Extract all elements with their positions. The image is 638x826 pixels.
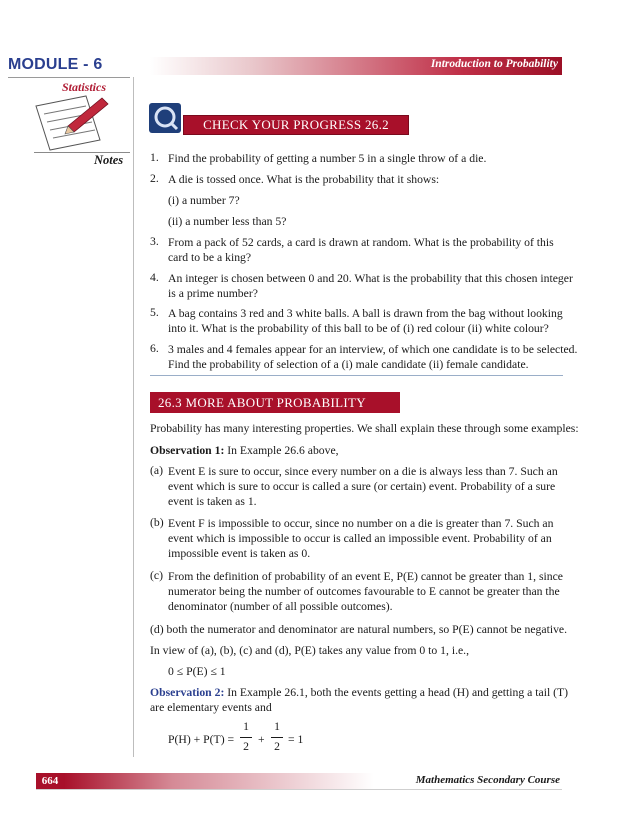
observation-label: Observation 2: [150, 686, 225, 699]
book-title: Mathematics Secondary Course [415, 774, 560, 786]
item-text: Event E is sure to occur, since every number on a die is always less than 7. Such an [168, 465, 558, 478]
subject-label: Statistics [62, 80, 107, 94]
question-text: Find the probability of getting a number 5 in a single throw of a die. [168, 152, 487, 165]
question-number: 6. [150, 342, 159, 355]
question-number: 2. [150, 172, 159, 185]
question-text: A bag contains 3 red and 3 white balls. A ball is drawn from the bag without looking [168, 307, 563, 320]
chapter-title: Introduction to Probability [430, 58, 558, 70]
question-text: (ii) a number less than 5? [168, 215, 287, 228]
question-number: 3. [150, 235, 159, 248]
item-text: impossible event is taken as 0. [168, 547, 311, 560]
question-text: Find the probability of selection of a (i) male candidate (ii) female candidate. [168, 358, 529, 371]
question-text: is a prime number? [168, 287, 258, 300]
item-text: event which is sure to occur is called a sure (or certain) event. Probability of a sure [168, 480, 556, 493]
question-text: card to be a king? [168, 251, 252, 264]
question-number: 4. [150, 271, 159, 284]
observation-2 [150, 685, 568, 700]
footer-bar [64, 773, 374, 789]
fraction-numerator: 1 [274, 720, 280, 733]
question-number: 1. [150, 151, 159, 164]
item-text: Event F is impossible to occur, since no number on a die is greater than 7. Such an [168, 517, 554, 530]
item-text: event is taken as 1. [168, 495, 257, 508]
question-text: From a pack of 52 cards, a card is drawn at random. What is the probability of this [168, 236, 554, 249]
item-text: denominator (number of all possible outcomes). [168, 600, 393, 613]
item-label: (b) [150, 516, 164, 529]
fraction-denominator: 2 [274, 740, 280, 753]
notepad-pencil-icon [28, 92, 118, 154]
question-text: An integer is chosen between 0 and 20. What is the probability that this chosen integer [168, 272, 573, 285]
inequality: 0 ≤ P(E) ≤ 1 [168, 665, 226, 678]
notes-label: Notes [94, 153, 124, 167]
fraction-bar [240, 737, 252, 738]
question-number: 5. [150, 306, 159, 319]
question-text: 3 males and 4 females appear for an interview, of which one candidate is to be selected. [168, 343, 578, 356]
observation-1 [150, 443, 339, 458]
observation-text: In Example 26.1, both the events getting a head (H) and getting a tail (T) [224, 686, 569, 699]
item-label: (a) [150, 464, 163, 477]
footer-line [36, 789, 562, 790]
margin-rule [133, 77, 134, 757]
divider [8, 77, 130, 78]
item-text: event which is impossible to occur is called an impossible event. Probability of an [168, 532, 552, 545]
module-label: MODULE - 6 [8, 56, 103, 73]
question-text: (i) a number 7? [168, 194, 240, 207]
plus-sign: + [258, 733, 265, 746]
equation-left: P(H) + P(T) = [168, 733, 235, 746]
observation-label: Observation 1: [150, 444, 225, 457]
section-title: 26.3 MORE ABOUT PROBABILITY [150, 392, 400, 413]
observation-text: In Example 26.6 above, [224, 444, 339, 457]
question-text: A die is tossed once. What is the probability that it shows: [168, 173, 440, 186]
check-progress-title: CHECK YOUR PROGRESS 26.2 [183, 115, 409, 135]
paragraph: In view of (a), (b), (c) and (d), P(E) takes any value from 0 to 1, i.e., [150, 644, 470, 657]
equation-right: = 1 [288, 733, 304, 746]
question-text: into it. What is the probability of this ball to be of (i) red colour (ii) white colour? [168, 322, 549, 335]
item-text: numerator being the number of outcomes favourable to E cannot be greater than the [168, 585, 560, 598]
page-number: 664 [36, 773, 64, 789]
paragraph: Probability has many interesting properties. We shall explain these through some examples: [150, 422, 579, 435]
magnifier-icon [149, 103, 181, 133]
fraction-numerator: 1 [243, 720, 249, 733]
fraction-denominator: 2 [243, 740, 249, 753]
paragraph: are elementary events and [150, 701, 272, 714]
item-label: (c) [150, 569, 163, 582]
fraction-bar [271, 737, 283, 738]
item-text: From the definition of probability of an event E, P(E) cannot be greater than 1, since [168, 570, 563, 583]
section-divider [150, 375, 563, 376]
item-text: (d) both the numerator and denominator are natural numbers, so P(E) cannot be negative. [150, 623, 568, 636]
